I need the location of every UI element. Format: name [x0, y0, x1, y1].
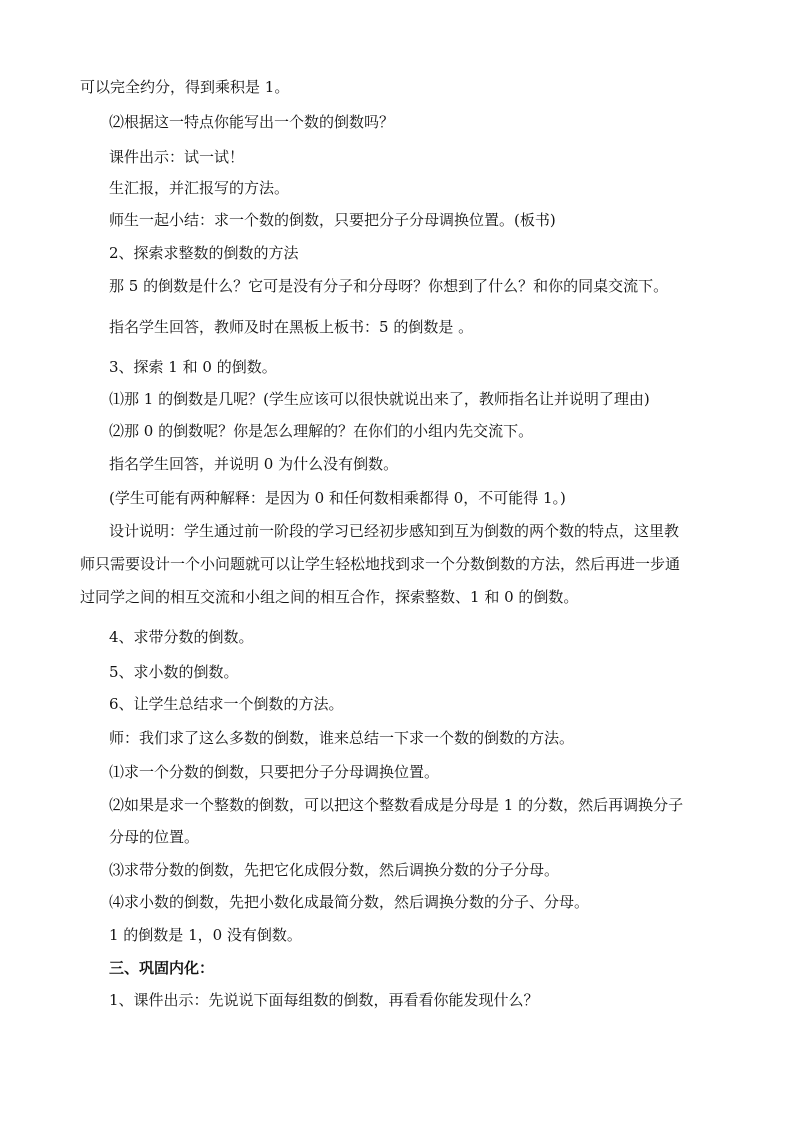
section-heading: 三、巩固内化： [109, 959, 215, 977]
text-line: ⑴求一个分数的倒数，只要把分子分母调换位置。 [109, 763, 440, 781]
text-line: 分母的位置。 [109, 828, 200, 846]
section-heading: 4、求带分数的倒数。 [109, 628, 254, 646]
text-line: 指名学生回答，并说明 0 为什么没有倒数。 [109, 455, 399, 473]
text-line: ⑶求带分数的倒数，先把它化成假分数，然后调换分数的分子分母。 [109, 861, 560, 879]
text-line: 指名学生回答，教师及时在黑板上板书：5 的倒数是 。 [109, 318, 474, 336]
text-line: 师只需要设计一个小问题就可以让学生轻松地找到求一个分数倒数的方法，然后再进一步通 [80, 555, 681, 573]
section-heading: 2、探索求整数的倒数的方法 [109, 244, 299, 262]
text-line: 师生一起小结：求一个数的倒数，只要把分子分母调换位置。(板书) [109, 211, 556, 229]
text-line: 1、课件出示：先说说下面每组数的倒数，再看看你能发现什么？ [109, 991, 539, 1009]
text-line: 生汇报，并汇报写的方法。 [109, 179, 290, 197]
section-heading: 5、求小数的倒数。 [109, 663, 239, 681]
text-line: 师：我们求了这么多数的倒数，谁来总结一下求一个数的倒数的方法。 [109, 729, 575, 747]
text-line: ⑵根据这一特点你能写出一个数的倒数吗？ [109, 113, 395, 131]
text-line: 过同学之间的相互交流和小组之间的相互合作，探索整数、1 和 0 的倒数。 [80, 588, 579, 606]
text-line: 课件出示：试一试！ [109, 148, 245, 166]
text-line: ⑵那 0 的倒数呢？你是怎么理解的？在你们的小组内先交流下。 [109, 422, 534, 440]
text-line: ⑷求小数的倒数，先把小数化成最简分数，然后调换分数的分子、分母。 [109, 893, 590, 911]
text-line: 设计说明：学生通过前一阶段的学习已经初步感知到互为倒数的两个数的特点，这里教 [109, 522, 680, 540]
text-line: 1 的倒数是 1，0 没有倒数。 [109, 926, 302, 944]
section-heading: 6、让学生总结求一个倒数的方法。 [109, 695, 344, 713]
text-line: ⑵如果是求一个整数的倒数，可以把这个整数看成是分母是 1 的分数，然后再调换分子 [109, 796, 684, 814]
text-line: (学生可能有两种解释：是因为 0 和任何数相乘都得 0，不可能得 1。) [109, 489, 566, 507]
text-line: 那 5 的倒数是什么？它可是没有分子和分母呀？你想到了什么？和你的同桌交流下。 [109, 277, 669, 295]
section-heading: 3、探索 1 和 0 的倒数。 [109, 358, 277, 376]
text-line: 可以完全约分，得到乘积是 1。 [80, 78, 290, 96]
text-line: ⑴那 1 的倒数是几呢？(学生应该可以很快就说出来了，教师指名让并说明了理由) [109, 390, 650, 408]
